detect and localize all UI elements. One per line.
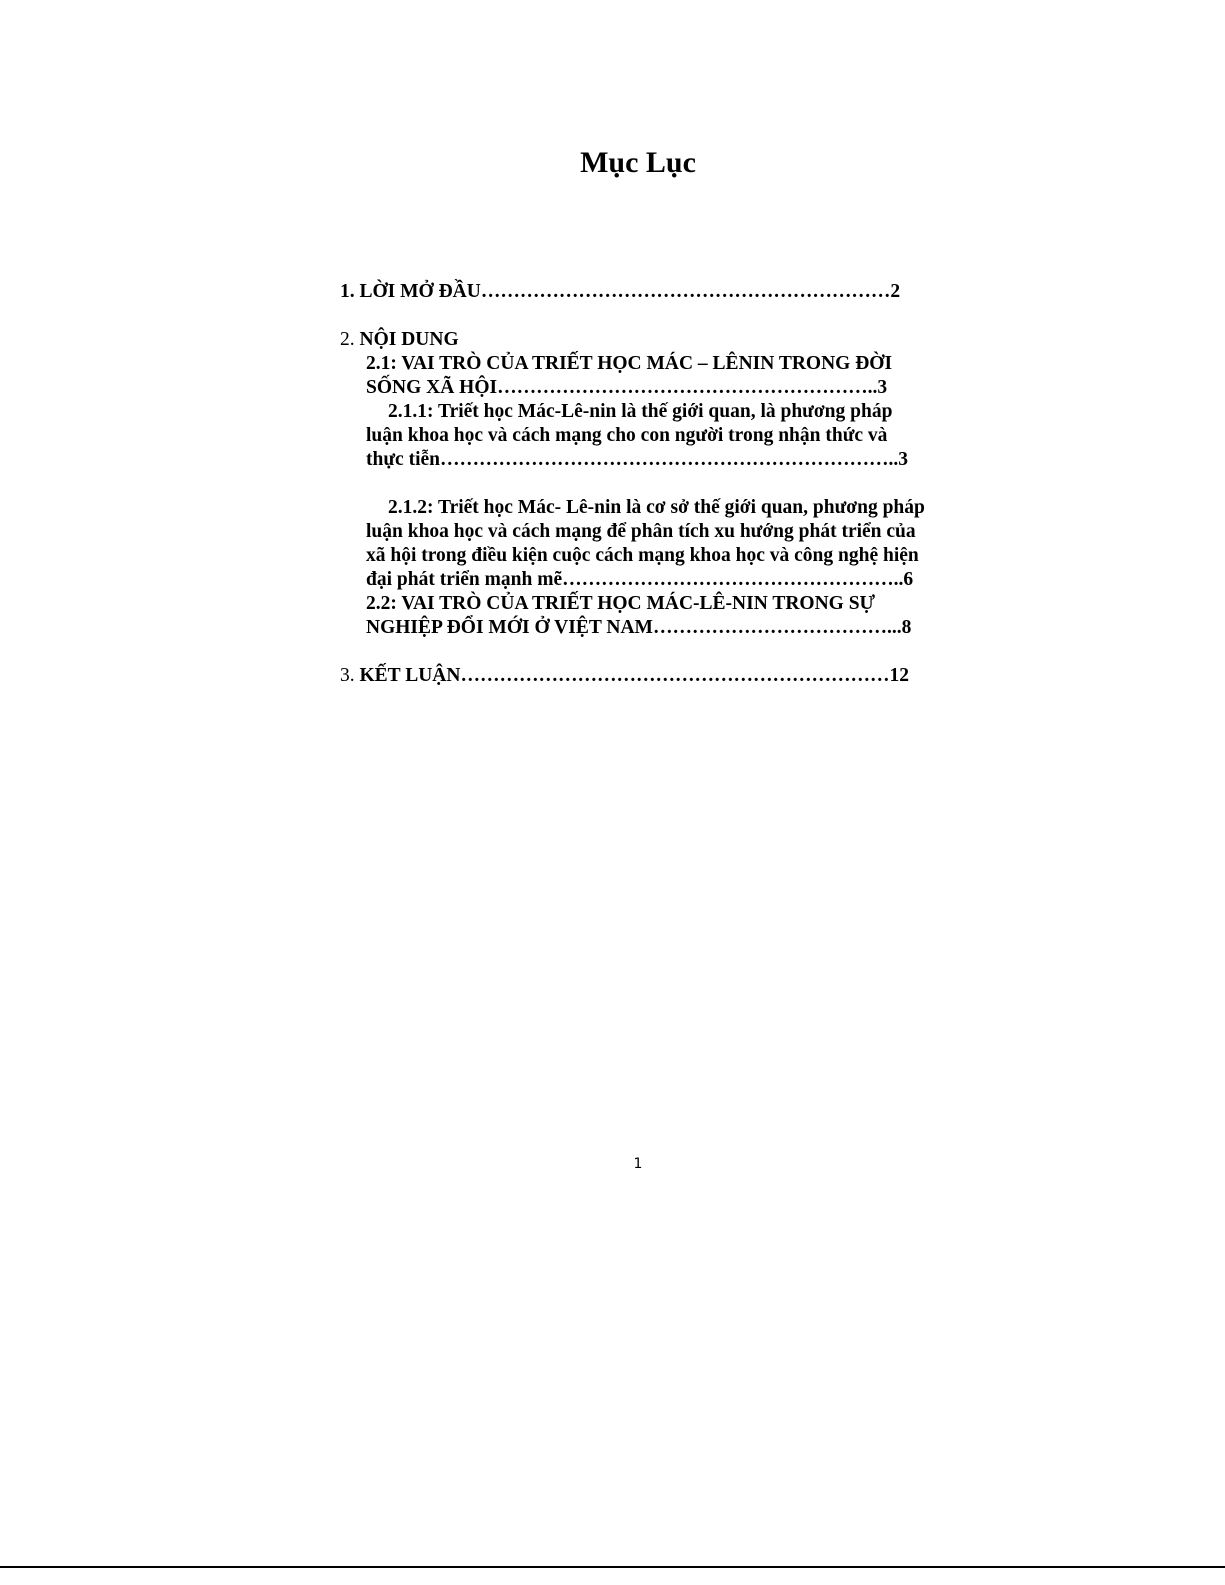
toc-spacer	[340, 472, 970, 496]
page-number: 1	[633, 1156, 643, 1172]
toc-entry-2-2-line: NGHIỆP ĐỔI MỚI Ở VIỆT NAM………………………………...8	[366, 617, 912, 638]
toc-number: 2.	[340, 329, 360, 350]
toc-entry-ket-luan	[340, 664, 970, 688]
toc-spacer	[340, 304, 970, 328]
toc-entry-2-1-1-line: luận khoa học và cách mạng cho con người trong nhận thức và	[366, 425, 888, 446]
toc-entry-2-1-2-line: đại phát triển mạnh mẽ……………………………………………..6	[366, 569, 914, 590]
toc-spacer	[340, 640, 970, 664]
toc-entry-2-1-2-line: luận khoa học và cách mạng để phân tích xu hướng phát triển của	[366, 521, 916, 542]
toc-entry-2-1-2-line: xã hội trong điều kiện cuộc cách mạng khoa học và công nghệ hiện	[366, 545, 919, 566]
toc-entry-2-1-2-line: 2.1.2: Triết học Mác- Lê-nin là cơ sở thế giới quan, phương pháp	[388, 497, 925, 518]
toc-entry-2-1-1-line: thực tiễn……………………………………………………………..3	[366, 449, 908, 470]
toc-label: KẾT LUẬN…………………………………………………………12	[359, 665, 909, 686]
toc-number: 3.	[340, 665, 360, 686]
toc-entry-2-1-1-line: 2.1.1: Triết học Mác-Lê-nin là thế giới quan, là phương pháp	[388, 401, 893, 422]
toc-entry-2-1-line: SỐNG XÃ HỘI…………………………………………………..3	[366, 377, 888, 398]
page-bottom-border	[0, 1566, 1225, 1568]
toc-entry-loi-mo-dau: 1. LỜI MỞ ĐẦU………………………………………………………2	[340, 281, 901, 302]
toc-entry-2-2-line: 2.2: VAI TRÒ CỦA TRIẾT HỌC MÁC-LÊ-NIN TRONG SỰ	[366, 593, 876, 614]
toc-label: NỘI DUNG	[359, 329, 459, 350]
toc-entry-noi-dung	[340, 328, 970, 352]
toc-entry-2-1-line: 2.1: VAI TRÒ CỦA TRIẾT HỌC MÁC – LÊNIN TRONG ĐỜI	[366, 353, 893, 374]
table-of-contents	[340, 280, 970, 688]
page-title: Mục Lục	[580, 146, 696, 179]
